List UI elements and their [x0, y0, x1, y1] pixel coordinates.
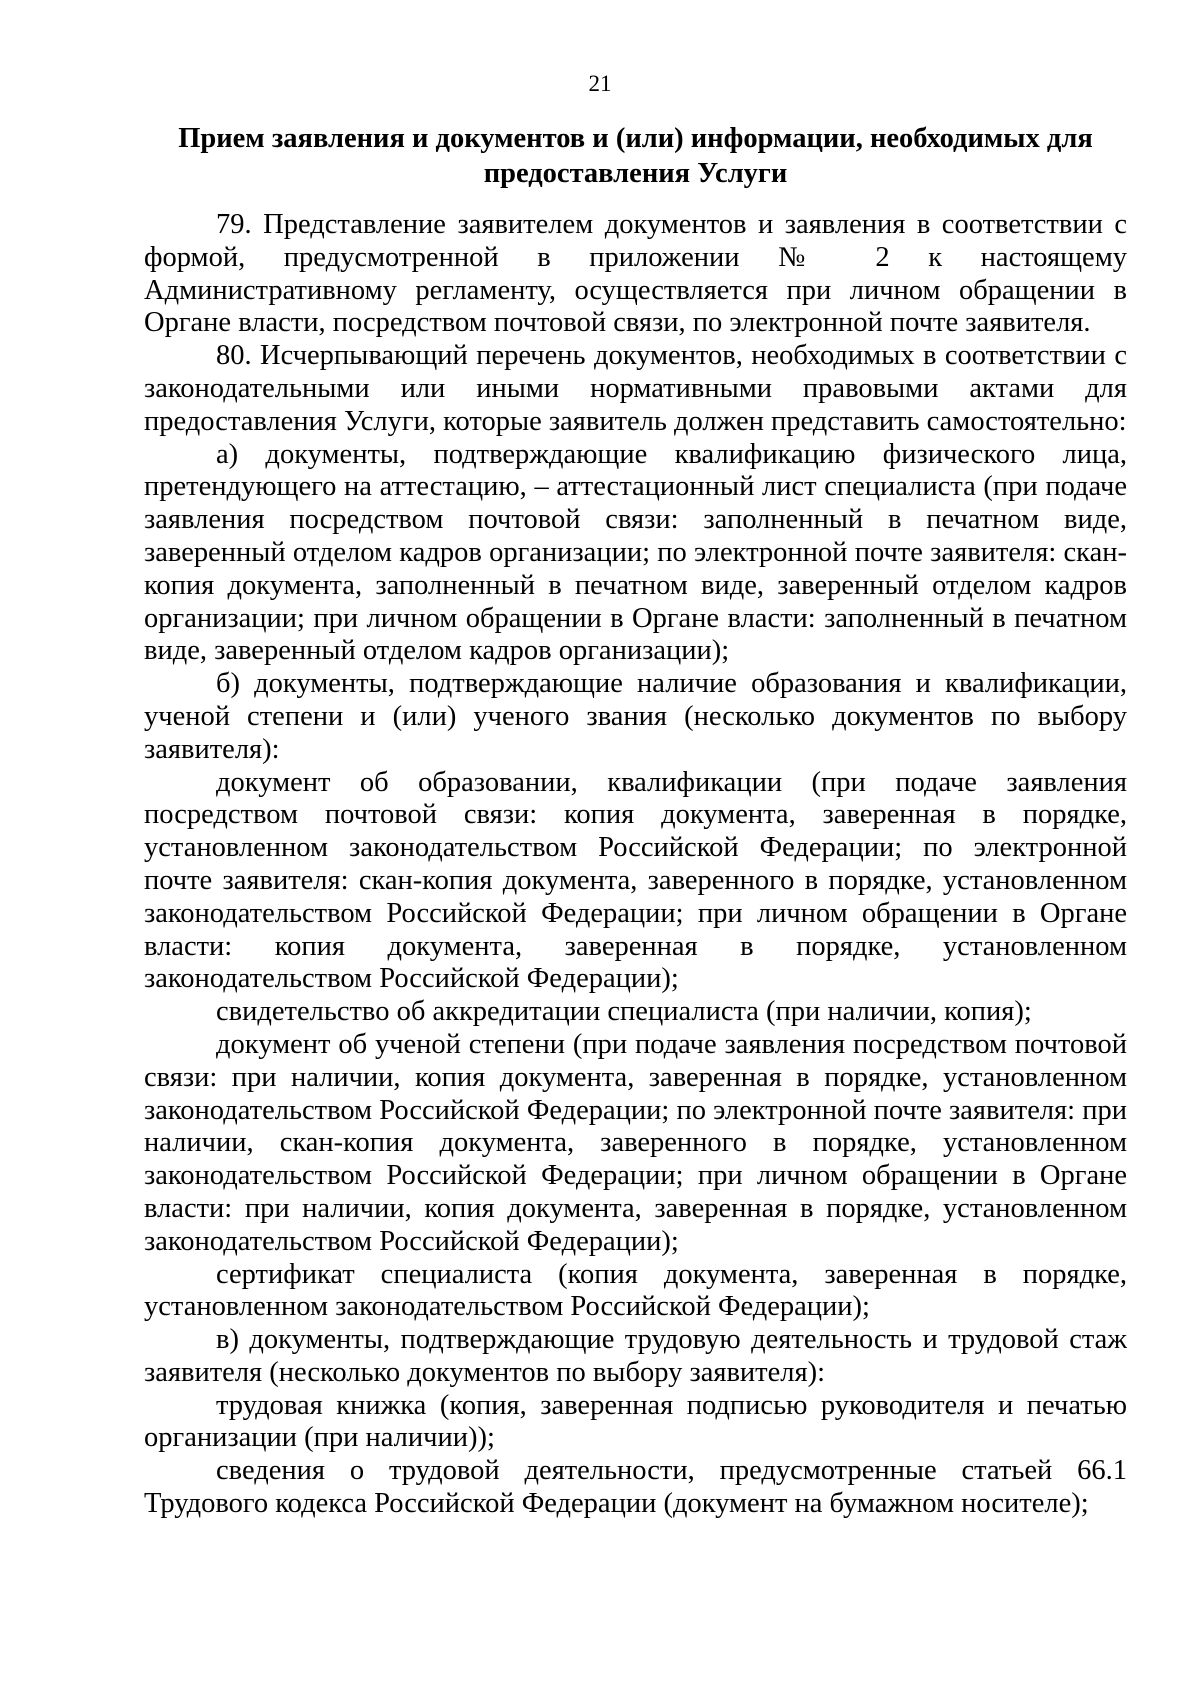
document-body — [144, 209, 1127, 1521]
paragraph-specialist-certificate: сертификат специалиста (копия документа, заверенная в порядке, установленном законодательством Российской Федерации); — [144, 1258, 1127, 1323]
section-heading: Прием заявления и документов и (или) информации, необходимых для предоставления Услуги — [178, 123, 1093, 189]
paragraph-accreditation-certificate: свидетельство об аккредитации специалиста (при наличии, копия); — [216, 996, 1032, 1028]
paragraph-80: 80. Исчерпывающий перечень документов, необходимых в соответствии с законодательными или иными нормативными правовыми актами для предоставления Услуги, которые заявитель должен представить самостоятельно: — [144, 340, 1127, 437]
paragraph-item-v: в) документы, подтверждающие трудовую деятельность и трудовой стаж заявителя (несколько документов по выбору заявителя): — [144, 1324, 1127, 1388]
paragraph-employment-record-book: трудовая книжка (копия, заверенная подписью руководителя и печатью организации (при наличии)); — [144, 1389, 1127, 1454]
paragraph-item-a: а) документы, подтверждающие квалификацию физического лица, претендующего на аттестацию, – аттестационный лист специалиста (при подаче заявления посредством почтовой связи: заполненный в печатном виде, заверенный отделом кадров организации; по электронной почте заявителя: скан-копия документа, заполненный в печатном виде, заверенный отделом кадров организации; при личном обращении в Органе власти: заполненный в печатном виде, заверенный отделом кадров организации); — [144, 438, 1127, 667]
paragraph-education-document: документ об образовании, квалификации (при подаче заявления посредством почтовой связи: копия документа, заверенная в порядке, установленном законодательством Российской Федерации; по электронной почте заявителя: скан-копия документа, заверенного в порядке, установленном законодательством Российской Федерации; при личном обращении в Органе власти: копия документа, заверенная в порядке, установленном законодательством Российской Федерации); — [144, 766, 1127, 995]
paragraph-academic-degree-document: документ об ученой степени (при подаче заявления посредством почтовой связи: при наличии, копия документа, заверенная в порядке, установленном законодательством Российской Федерации; по электронной почте заявителя: при наличии, скан-копия документа, заверенного в порядке, установленном законодательством Российской Федерации; при личном обращении в Органе власти: при наличии, копия документа, заверенная в порядке, установленном законодательством Российской Федерации); — [144, 1028, 1127, 1257]
page-number: 21 — [588, 71, 612, 96]
paragraph-79: 79. Представление заявителем документов и заявления в соответствии с формой, предусмотренной в приложении № 2 к настоящему Административному регламенту, осуществляется при личном обращении в Органе власти, посредством почтовой связи, по электронной почте заявителя. — [144, 209, 1127, 339]
paragraph-item-b: б) документы, подтверждающие наличие образования и квалификации, ученой степени и (или) ученого звания (несколько документов по выбору заявителя): — [144, 668, 1127, 765]
paragraph-employment-information: сведения о трудовой деятельности, предусмотренные статьей 66.1 Трудового кодекса Российской Федерации (документ на бумажном носителе); — [144, 1455, 1127, 1520]
